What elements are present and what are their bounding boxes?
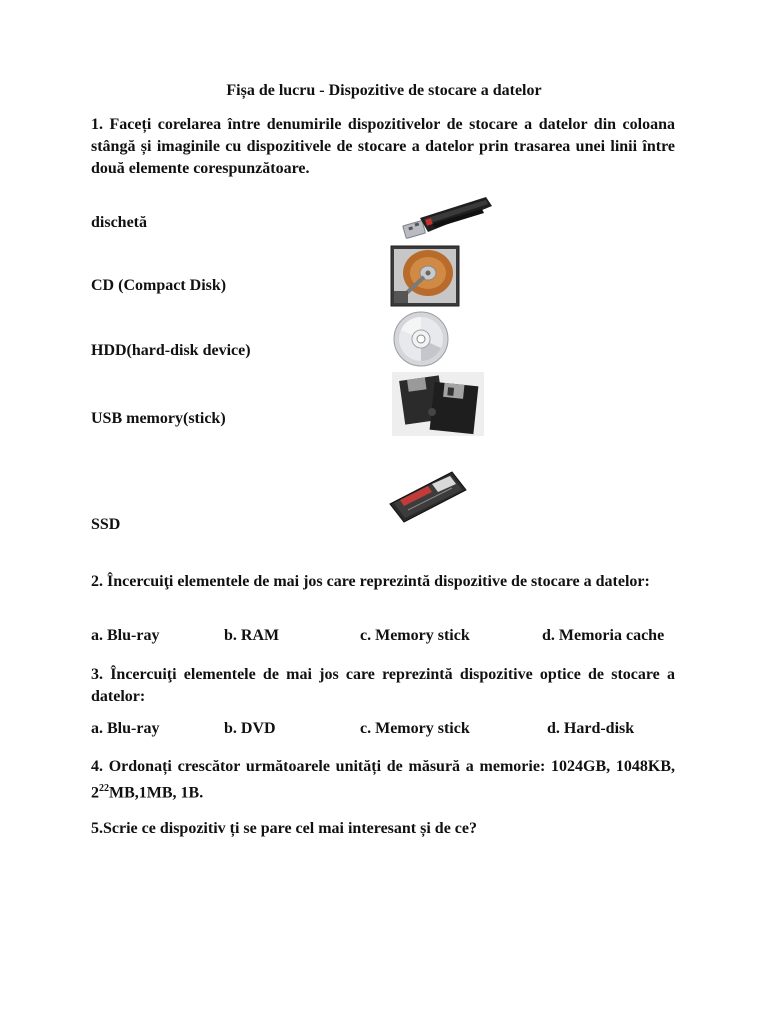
usb-stick-image (402, 192, 494, 244)
question-1-text: 1. Faceți corelarea între denumirile dispozitivelor de stocare a datelor din coloana stângă și imaginile cu dispozitivele de stocare a datelor prin trasarea unei linii între două elemente corespunzătoare. (91, 116, 675, 177)
page-title: Fișa de lucru - Dispozitive de stocare a datelor (226, 82, 542, 99)
q2-option-c[interactable]: c. Memory stick (360, 627, 470, 644)
label-disketa: dischetă (91, 214, 147, 231)
label-ssd: SSD (91, 516, 121, 533)
q2-option-a[interactable]: a. Blu-ray (91, 627, 160, 644)
hard-disk-image (390, 245, 460, 307)
q3-option-b[interactable]: b. DVD (224, 720, 276, 737)
question-2-options (91, 627, 681, 649)
q2-option-d[interactable]: d. Memoria cache (542, 627, 665, 644)
question-3-text: 3. Încercuiţi elementele de mai jos care reprezintă dispozitive optice de stocare a datelor: (91, 666, 675, 705)
q4-exponent: 22 (99, 783, 109, 794)
label-usb: USB memory(stick) (91, 410, 226, 427)
label-hdd: HDD(hard-disk device) (91, 342, 251, 359)
question-2-text: 2. Încercuiţi elementele de mai jos care reprezintă dispozitive de stocare a datelor: (91, 573, 650, 590)
question-5-text: 5.Scrie ce dispozitiv ți se pare cel mai interesant și de ce? (91, 820, 477, 837)
label-cd: CD (Compact Disk) (91, 277, 227, 294)
ssd-image (388, 470, 468, 524)
cd-image (392, 310, 450, 368)
q2-option-b[interactable]: b. RAM (224, 627, 280, 644)
q3-option-c[interactable]: c. Memory stick (360, 720, 470, 737)
q4-end: MB,1MB, 1B. (109, 784, 204, 802)
q4-main: 4. Ordonați crescător următoarele unități de măsură a memorie: 1024GB, 1048KB, 2 (91, 758, 675, 802)
q3-option-d[interactable]: d. Hard-disk (547, 720, 635, 737)
q3-option-a[interactable]: a. Blu-ray (91, 720, 160, 737)
question-4-text (91, 756, 675, 804)
question-3-options (91, 720, 681, 742)
floppy-disk-image (392, 372, 484, 436)
